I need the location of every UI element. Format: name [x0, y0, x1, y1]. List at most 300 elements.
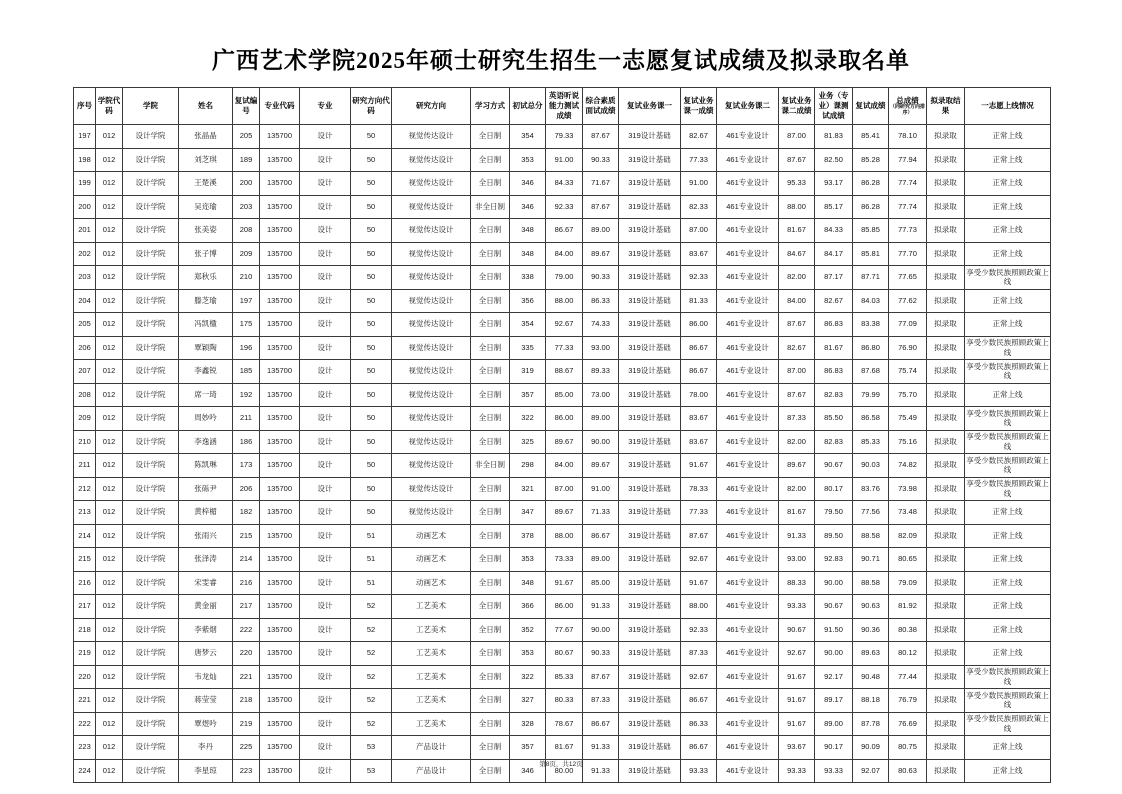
cell-admission-result: 拟录取 — [927, 712, 965, 736]
cell-total-score: 80.12 — [889, 642, 927, 666]
table-row — [74, 313, 1051, 337]
table-row — [74, 712, 1051, 736]
cell-direction: 视觉传达设计 — [392, 383, 471, 407]
table-row — [74, 524, 1051, 548]
table-row — [74, 148, 1051, 172]
col-header-major-code: 专业代码 — [260, 88, 300, 125]
cell-study-mode: 全日制 — [471, 407, 510, 431]
cell-professional-test-score: 92.83 — [815, 548, 853, 572]
cell-initial-score: 353 — [510, 148, 546, 172]
cell-course2-score: 87.33 — [779, 407, 815, 431]
cell-initial-score: 346 — [510, 195, 546, 219]
cell-retest-score: 90.03 — [853, 454, 889, 478]
cell-exam-no: 221 — [233, 665, 260, 689]
cell-exam-no: 205 — [233, 125, 260, 149]
cell-direction: 视觉传达设计 — [392, 501, 471, 525]
cell-study-mode: 全日制 — [471, 759, 510, 783]
cell-direction: 动画艺术 — [392, 548, 471, 572]
cell-direction-code: 50 — [351, 336, 392, 360]
cell-online-status: 享受少数民族照顾政策上线 — [965, 430, 1051, 454]
table-row — [74, 548, 1051, 572]
cell-study-mode: 全日制 — [471, 266, 510, 290]
cell-index: 215 — [74, 548, 96, 572]
cell-online-status: 享受少数民族照顾政策上线 — [965, 407, 1051, 431]
cell-direction: 视觉传达设计 — [392, 430, 471, 454]
cell-college-code: 012 — [96, 712, 123, 736]
cell-college: 设计学院 — [123, 642, 179, 666]
cell-direction: 视觉传达设计 — [392, 477, 471, 501]
cell-admission-result: 拟录取 — [927, 336, 965, 360]
cell-retest-score: 86.58 — [853, 407, 889, 431]
cell-professional-test-score: 89.00 — [815, 712, 853, 736]
cell-index: 217 — [74, 595, 96, 619]
cell-admission-result: 拟录取 — [927, 501, 965, 525]
cell-index: 201 — [74, 219, 96, 243]
cell-online-status: 正常上线 — [965, 172, 1051, 196]
cell-course2-score: 84.00 — [779, 289, 815, 313]
cell-initial-score: 354 — [510, 313, 546, 337]
cell-course2: 461专业设计 — [717, 172, 779, 196]
cell-name: 刘芝琪 — [179, 148, 233, 172]
cell-major-code: 135700 — [260, 642, 300, 666]
cell-name: 蒋莹莹 — [179, 689, 233, 713]
cell-direction-code: 50 — [351, 477, 392, 501]
cell-retest-score: 85.33 — [853, 430, 889, 454]
cell-major-code: 135700 — [260, 125, 300, 149]
cell-direction-code: 50 — [351, 454, 392, 478]
cell-total-score: 75.70 — [889, 383, 927, 407]
cell-exam-no: 217 — [233, 595, 260, 619]
cell-english-score: 89.67 — [546, 501, 583, 525]
cell-initial-score: 348 — [510, 219, 546, 243]
cell-admission-result: 拟录取 — [927, 289, 965, 313]
cell-initial-score: 353 — [510, 642, 546, 666]
cell-name: 张雨兴 — [179, 524, 233, 548]
cell-professional-test-score: 81.67 — [815, 336, 853, 360]
cell-course1-score: 87.00 — [681, 219, 717, 243]
cell-index: 209 — [74, 407, 96, 431]
cell-course1-score: 92.67 — [681, 548, 717, 572]
cell-interview-score: 85.00 — [583, 571, 619, 595]
cell-major: 设计 — [300, 736, 351, 760]
cell-total-score: 78.10 — [889, 125, 927, 149]
cell-index: 219 — [74, 642, 96, 666]
cell-initial-score: 327 — [510, 689, 546, 713]
cell-index: 207 — [74, 360, 96, 384]
cell-course2-score: 88.33 — [779, 571, 815, 595]
cell-major: 设计 — [300, 242, 351, 266]
table-row — [74, 336, 1051, 360]
cell-total-score: 81.92 — [889, 595, 927, 619]
col-header-course1: 复试业务课一 — [619, 88, 681, 125]
cell-study-mode: 全日制 — [471, 524, 510, 548]
cell-college: 设计学院 — [123, 383, 179, 407]
cell-major-code: 135700 — [260, 454, 300, 478]
cell-total-score: 75.16 — [889, 430, 927, 454]
cell-interview-score: 90.00 — [583, 430, 619, 454]
cell-course2: 461专业设计 — [717, 313, 779, 337]
cell-direction-code: 52 — [351, 712, 392, 736]
cell-course2-score: 87.67 — [779, 148, 815, 172]
cell-professional-test-score: 84.17 — [815, 242, 853, 266]
cell-major: 设计 — [300, 501, 351, 525]
cell-course2-score: 93.00 — [779, 548, 815, 572]
cell-retest-score: 85.41 — [853, 125, 889, 149]
cell-course2-score: 93.33 — [779, 759, 815, 783]
cell-major: 设计 — [300, 313, 351, 337]
cell-admission-result: 拟录取 — [927, 595, 965, 619]
table-row — [74, 195, 1051, 219]
cell-course2: 461专业设计 — [717, 642, 779, 666]
cell-initial-score: 346 — [510, 172, 546, 196]
cell-course2: 461专业设计 — [717, 618, 779, 642]
cell-course1: 319设计基础 — [619, 383, 681, 407]
cell-course1-score: 77.33 — [681, 148, 717, 172]
cell-course1: 319设计基础 — [619, 642, 681, 666]
cell-college: 设计学院 — [123, 242, 179, 266]
cell-course2: 461专业设计 — [717, 736, 779, 760]
cell-course2-score: 87.67 — [779, 383, 815, 407]
cell-college: 设计学院 — [123, 665, 179, 689]
cell-major-code: 135700 — [260, 595, 300, 619]
cell-college: 设计学院 — [123, 219, 179, 243]
cell-initial-score: 357 — [510, 736, 546, 760]
table-row — [74, 242, 1051, 266]
cell-interview-score: 87.67 — [583, 665, 619, 689]
cell-professional-test-score: 93.33 — [815, 759, 853, 783]
cell-direction: 工艺美术 — [392, 712, 471, 736]
cell-course1-score: 83.67 — [681, 242, 717, 266]
cell-professional-test-score: 81.83 — [815, 125, 853, 149]
cell-online-status: 享受少数民族照顾政策上线 — [965, 360, 1051, 384]
cell-name: 席一琦 — [179, 383, 233, 407]
cell-direction-code: 50 — [351, 289, 392, 313]
cell-english-score: 86.00 — [546, 595, 583, 619]
cell-english-score: 85.00 — [546, 383, 583, 407]
cell-interview-score: 86.33 — [583, 289, 619, 313]
cell-exam-no: 175 — [233, 313, 260, 337]
cell-english-score: 84.33 — [546, 172, 583, 196]
cell-direction-code: 50 — [351, 242, 392, 266]
cell-direction: 视觉传达设计 — [392, 407, 471, 431]
cell-direction-code: 50 — [351, 407, 392, 431]
cell-professional-test-score: 79.50 — [815, 501, 853, 525]
cell-course1: 319设计基础 — [619, 736, 681, 760]
cell-exam-no: 200 — [233, 172, 260, 196]
cell-direction: 工艺美术 — [392, 689, 471, 713]
cell-english-score: 87.00 — [546, 477, 583, 501]
cell-index: 216 — [74, 571, 96, 595]
table-row — [74, 618, 1051, 642]
cell-course1: 319设计基础 — [619, 266, 681, 290]
cell-total-score: 75.74 — [889, 360, 927, 384]
cell-college: 设计学院 — [123, 266, 179, 290]
cell-course1: 319设计基础 — [619, 148, 681, 172]
cell-admission-result: 拟录取 — [927, 219, 965, 243]
cell-exam-no: 186 — [233, 430, 260, 454]
cell-exam-no: 210 — [233, 266, 260, 290]
cell-course2-score: 82.00 — [779, 430, 815, 454]
cell-college: 设计学院 — [123, 548, 179, 572]
cell-exam-no: 192 — [233, 383, 260, 407]
cell-professional-test-score: 93.17 — [815, 172, 853, 196]
cell-direction: 工艺美术 — [392, 642, 471, 666]
col-header-retest-score: 复试成绩 — [853, 88, 889, 125]
cell-exam-no: 206 — [233, 477, 260, 501]
cell-direction: 动画艺术 — [392, 524, 471, 548]
cell-retest-score: 86.28 — [853, 172, 889, 196]
cell-major-code: 135700 — [260, 407, 300, 431]
cell-name: 张晶晶 — [179, 125, 233, 149]
col-header-major: 专业 — [300, 88, 351, 125]
cell-study-mode: 全日制 — [471, 313, 510, 337]
cell-retest-score: 77.56 — [853, 501, 889, 525]
cell-course2-score: 90.67 — [779, 618, 815, 642]
cell-major: 设计 — [300, 595, 351, 619]
cell-total-score: 76.90 — [889, 336, 927, 360]
cell-admission-result: 拟录取 — [927, 524, 965, 548]
cell-admission-result: 拟录取 — [927, 266, 965, 290]
cell-retest-score: 90.36 — [853, 618, 889, 642]
cell-course2-score: 91.33 — [779, 524, 815, 548]
cell-study-mode: 全日制 — [471, 595, 510, 619]
cell-exam-no: 218 — [233, 689, 260, 713]
cell-name: 吴迩瑜 — [179, 195, 233, 219]
cell-college-code: 012 — [96, 759, 123, 783]
cell-interview-score: 89.00 — [583, 219, 619, 243]
cell-college: 设计学院 — [123, 618, 179, 642]
cell-index: 221 — [74, 689, 96, 713]
cell-major: 设计 — [300, 759, 351, 783]
cell-course1: 319设计基础 — [619, 618, 681, 642]
cell-direction: 视觉传达设计 — [392, 360, 471, 384]
cell-course1-score: 81.33 — [681, 289, 717, 313]
cell-major: 设计 — [300, 219, 351, 243]
cell-admission-result: 拟录取 — [927, 571, 965, 595]
cell-major-code: 135700 — [260, 759, 300, 783]
cell-course1-score: 91.67 — [681, 454, 717, 478]
cell-index: 203 — [74, 266, 96, 290]
cell-professional-test-score: 89.50 — [815, 524, 853, 548]
cell-college-code: 012 — [96, 407, 123, 431]
cell-major: 设计 — [300, 195, 351, 219]
cell-total-score: 77.70 — [889, 242, 927, 266]
cell-initial-score: 348 — [510, 571, 546, 595]
table-row — [74, 360, 1051, 384]
cell-name: 李紫烟 — [179, 618, 233, 642]
cell-college-code: 012 — [96, 665, 123, 689]
cell-online-status: 正常上线 — [965, 595, 1051, 619]
cell-interview-score: 90.33 — [583, 266, 619, 290]
cell-course2: 461专业设计 — [717, 759, 779, 783]
cell-course1-score: 86.67 — [681, 336, 717, 360]
cell-course2: 461专业设计 — [717, 477, 779, 501]
cell-course2-score: 87.67 — [779, 313, 815, 337]
cell-interview-score: 71.33 — [583, 501, 619, 525]
cell-index: 220 — [74, 665, 96, 689]
cell-name: 韦龙灿 — [179, 665, 233, 689]
col-header-course1-score: 复试业务课一成绩 — [681, 88, 717, 125]
cell-study-mode: 全日制 — [471, 336, 510, 360]
cell-direction: 产品设计 — [392, 736, 471, 760]
cell-professional-test-score: 86.83 — [815, 360, 853, 384]
cell-admission-result: 拟录取 — [927, 360, 965, 384]
table-row — [74, 266, 1051, 290]
cell-english-score: 91.00 — [546, 148, 583, 172]
cell-professional-test-score: 85.17 — [815, 195, 853, 219]
cell-online-status: 正常上线 — [965, 736, 1051, 760]
cell-online-status: 享受少数民族照顾政策上线 — [965, 266, 1051, 290]
col-header-direction-code: 研究方向代码 — [351, 88, 392, 125]
cell-professional-test-score: 86.83 — [815, 313, 853, 337]
cell-professional-test-score: 82.50 — [815, 148, 853, 172]
cell-initial-score: 322 — [510, 407, 546, 431]
cell-direction-code: 52 — [351, 618, 392, 642]
col-header-index: 序号 — [74, 88, 96, 125]
cell-interview-score: 93.00 — [583, 336, 619, 360]
cell-total-score: 77.62 — [889, 289, 927, 313]
cell-college-code: 012 — [96, 219, 123, 243]
cell-total-score: 77.94 — [889, 148, 927, 172]
cell-direction-code: 50 — [351, 125, 392, 149]
cell-direction-code: 50 — [351, 430, 392, 454]
cell-total-score: 74.82 — [889, 454, 927, 478]
cell-course2-score: 91.67 — [779, 712, 815, 736]
cell-online-status: 正常上线 — [965, 195, 1051, 219]
cell-interview-score: 89.00 — [583, 548, 619, 572]
cell-study-mode: 全日制 — [471, 665, 510, 689]
cell-exam-no: 225 — [233, 736, 260, 760]
cell-course1: 319设计基础 — [619, 759, 681, 783]
cell-major: 设计 — [300, 454, 351, 478]
cell-interview-score: 73.00 — [583, 383, 619, 407]
cell-english-score: 79.33 — [546, 125, 583, 149]
cell-direction-code: 50 — [351, 266, 392, 290]
cell-course2: 461专业设计 — [717, 289, 779, 313]
cell-college-code: 012 — [96, 477, 123, 501]
cell-english-score: 92.67 — [546, 313, 583, 337]
cell-interview-score: 71.67 — [583, 172, 619, 196]
cell-course1: 319设计基础 — [619, 571, 681, 595]
cell-major-code: 135700 — [260, 501, 300, 525]
cell-course1: 319设计基础 — [619, 360, 681, 384]
cell-college: 设计学院 — [123, 759, 179, 783]
cell-online-status: 享受少数民族照顾政策上线 — [965, 454, 1051, 478]
cell-interview-score: 87.67 — [583, 195, 619, 219]
cell-index: 198 — [74, 148, 96, 172]
cell-direction: 视觉传达设计 — [392, 313, 471, 337]
cell-interview-score: 90.33 — [583, 642, 619, 666]
table-row — [74, 736, 1051, 760]
cell-exam-no: 196 — [233, 336, 260, 360]
cell-professional-test-score: 90.67 — [815, 595, 853, 619]
cell-course1-score: 86.33 — [681, 712, 717, 736]
cell-total-score: 79.09 — [889, 571, 927, 595]
cell-index: 212 — [74, 477, 96, 501]
cell-study-mode: 非全日制 — [471, 454, 510, 478]
cell-direction-code: 52 — [351, 595, 392, 619]
cell-direction-code: 51 — [351, 524, 392, 548]
cell-major-code: 135700 — [260, 148, 300, 172]
cell-course1: 319设计基础 — [619, 524, 681, 548]
cell-retest-score: 89.63 — [853, 642, 889, 666]
cell-retest-score: 85.81 — [853, 242, 889, 266]
cell-initial-score: 328 — [510, 712, 546, 736]
cell-english-score: 77.33 — [546, 336, 583, 360]
cell-admission-result: 拟录取 — [927, 618, 965, 642]
cell-college: 设计学院 — [123, 172, 179, 196]
cell-college: 设计学院 — [123, 524, 179, 548]
cell-interview-score: 91.33 — [583, 595, 619, 619]
cell-admission-result: 拟录取 — [927, 759, 965, 783]
cell-study-mode: 全日制 — [471, 571, 510, 595]
cell-major-code: 135700 — [260, 689, 300, 713]
cell-course1: 319设计基础 — [619, 336, 681, 360]
cell-course2: 461专业设计 — [717, 242, 779, 266]
cell-initial-score: 357 — [510, 383, 546, 407]
cell-english-score: 84.00 — [546, 454, 583, 478]
cell-direction: 视觉传达设计 — [392, 454, 471, 478]
cell-name: 张子博 — [179, 242, 233, 266]
cell-online-status: 享受少数民族照顾政策上线 — [965, 477, 1051, 501]
col-header-total-score: 总成绩 （同研究方向排序） — [889, 88, 927, 125]
cell-english-score: 80.00 — [546, 759, 583, 783]
cell-retest-score: 79.99 — [853, 383, 889, 407]
cell-course1-score: 92.33 — [681, 618, 717, 642]
cell-major: 设计 — [300, 383, 351, 407]
cell-interview-score: 89.33 — [583, 360, 619, 384]
table-row — [74, 501, 1051, 525]
cell-college-code: 012 — [96, 125, 123, 149]
cell-course2: 461专业设计 — [717, 266, 779, 290]
cell-study-mode: 全日制 — [471, 148, 510, 172]
cell-retest-score: 87.68 — [853, 360, 889, 384]
cell-online-status: 正常上线 — [965, 571, 1051, 595]
cell-online-status: 正常上线 — [965, 642, 1051, 666]
cell-retest-score: 86.80 — [853, 336, 889, 360]
col-header-exam-no: 复试编号 — [233, 88, 260, 125]
cell-online-status: 正常上线 — [965, 289, 1051, 313]
cell-course2-score: 87.00 — [779, 125, 815, 149]
cell-initial-score: 353 — [510, 548, 546, 572]
cell-college-code: 012 — [96, 289, 123, 313]
cell-professional-test-score: 90.00 — [815, 642, 853, 666]
cell-name: 李鑫锐 — [179, 360, 233, 384]
cell-admission-result: 拟录取 — [927, 689, 965, 713]
col-header-initial-score: 初试总分 — [510, 88, 546, 125]
col-header-direction: 研究方向 — [392, 88, 471, 125]
cell-direction: 视觉传达设计 — [392, 289, 471, 313]
cell-course1: 319设计基础 — [619, 665, 681, 689]
cell-admission-result: 拟录取 — [927, 148, 965, 172]
cell-course2: 461专业设计 — [717, 383, 779, 407]
cell-course2: 461专业设计 — [717, 219, 779, 243]
cell-name: 黄梓楣 — [179, 501, 233, 525]
cell-name: 王楚溪 — [179, 172, 233, 196]
cell-admission-result: 拟录取 — [927, 313, 965, 337]
cell-study-mode: 全日制 — [471, 477, 510, 501]
cell-online-status: 正常上线 — [965, 618, 1051, 642]
cell-total-score: 77.74 — [889, 172, 927, 196]
cell-course1: 319设计基础 — [619, 195, 681, 219]
cell-course1-score: 82.33 — [681, 195, 717, 219]
cell-initial-score: 322 — [510, 665, 546, 689]
cell-online-status: 享受少数民族照顾政策上线 — [965, 665, 1051, 689]
cell-total-score: 76.79 — [889, 689, 927, 713]
cell-exam-no: 219 — [233, 712, 260, 736]
cell-initial-score: 338 — [510, 266, 546, 290]
cell-course1: 319设计基础 — [619, 595, 681, 619]
